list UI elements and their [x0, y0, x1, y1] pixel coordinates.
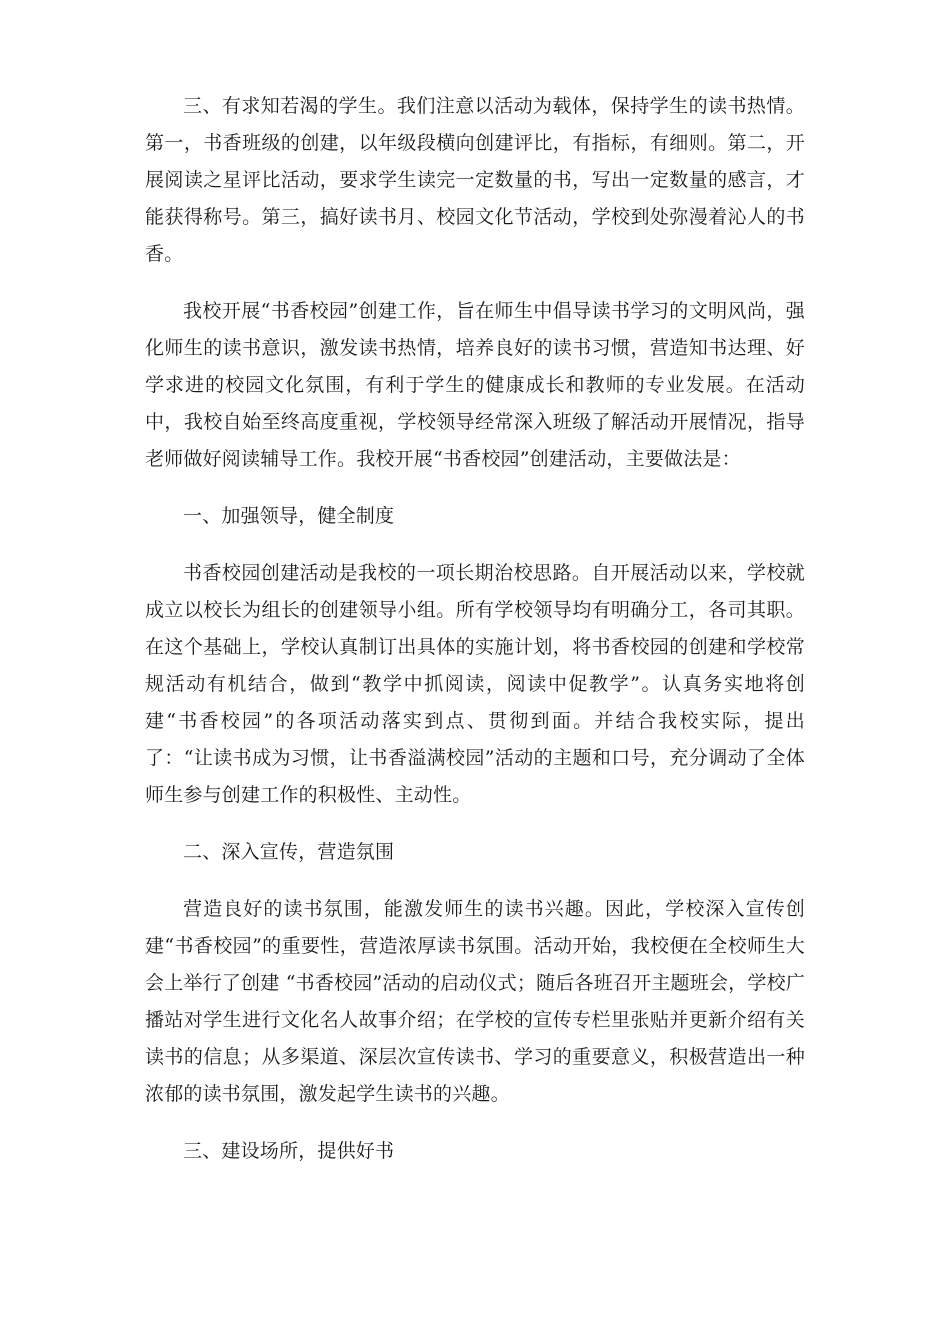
section-heading-publicity: 二、深入宣传，营造氛围: [183, 841, 395, 863]
section-heading-facilities: 三、建设场所，提供好书: [183, 1140, 395, 1162]
paragraph-campus-reading-overview: 我校开展“书香校园”创建工作，旨在师生中倡导读书学习的文明风尚，强化师生的读书意识，激发读书热情，培养良好的读书习惯，营造知书达理、好学求进的校园文化氛围，有利于学生的健康成长和教师的专业发展。在活动中，我校自始至终高度重视，学校领导经常深入班级了解活动开展情况，指导老师做好阅读辅导工作。我校开展“书香校园”创建活动，主要做法是：: [145, 300, 805, 470]
paragraph-students-reading-activities: 三、有求知若渴的学生。我们注意以活动为载体，保持学生的读书热情。第一，书香班级的创建，以年级段横向创建评比，有指标，有细则。第二，开展阅读之星评比活动，要求学生读完一定数量的书，写出一定数量的感言，才能获得称号。第三，搞好读书月、校园文化节活动，学校到处弥漫着沁人的书香。: [145, 95, 805, 265]
paragraph-publicity-atmosphere: 营造良好的读书氛围，能激发师生的读书兴趣。因此，学校深入宣传创建“书香校园”的重要性，营造浓厚读书氛围。活动开始，我校便在全校师生大会上举行了创建 “书香校园”活动的启动仪式；随后各班召开主题班会，学校广播站对学生进行文化名人故事介绍；在学校的宣传专栏里张贴并更新介绍有关读书的信息；从多渠道、深层次宣传读书、学习的重要意义，积极营造出一种浓郁的读书氛围，激发起学生读书的兴趣。: [145, 898, 805, 1105]
paragraph-leadership-system: 书香校园创建活动是我校的一项长期治校思路。自开展活动以来，学校就成立以校长为组长的创建领导小组。所有学校领导均有明确分工，各司其职。在这个基础上，学校认真制订出具体的实施计划，将书香校园的创建和学校常规活动有机结合，做到“教学中抓阅读，阅读中促教学”。认真务实地将创建“书香校园”的各项活动落实到点、贯彻到面。并结合我校实际，提出了：“让读书成为习惯，让书香溢满校园”活动的主题和口号，充分调动了全体师生参与创建工作的积极性、主动性。: [145, 562, 805, 806]
document-body: [145, 88, 805, 1190]
section-heading-leadership: 一、加强领导，健全制度: [183, 505, 395, 527]
